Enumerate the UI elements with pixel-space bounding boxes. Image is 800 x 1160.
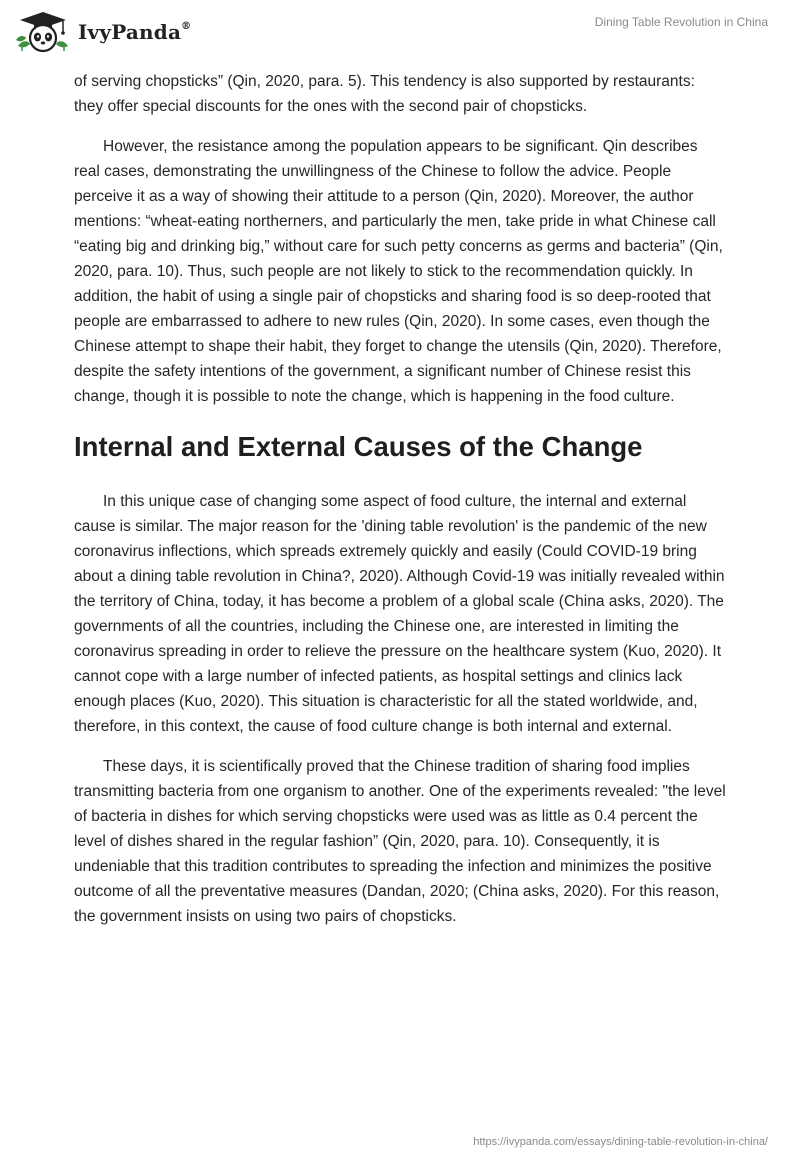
panda-graduate-icon <box>14 10 72 54</box>
paragraph-continued: of serving chopsticks” (Qin, 2020, para. 5). This tendency is also supported by restaurants: they offer special discounts for the ones with the second pair of chopsticks. <box>74 73 695 115</box>
section-heading: Internal and External Causes of the Change <box>74 431 643 462</box>
logo-wordmark <box>78 20 191 44</box>
registered-mark: ® <box>181 21 192 33</box>
paragraph-resistance: However, the resistance among the population appears to be significant. Qin describes real cases, demonstrating the unwillingness of the Chinese to follow the advice. People perceive it as a way of showing their attitude to a person (Qin, 2020). Moreover, the author mentions: “wheat-eating northerners, and particularly the men, take pride in what Chinese call “eating big and drinking big,” without care for such petty concerns as germs and bacteria” (Qin, 2020, para. 10). Thus, such people are not likely to stick to the recommendation quickly. In addition, the habit of using a single pair of chopsticks and sharing food is so deep-rooted that people are embarrassed to adhere to new rules (Qin, 2020). In some cases, even though the Chinese attempt to shape their habit, they forget to change the utensils (Qin, 2020). Therefore, despite the safety intentions of the government, a significant number of Chinese resist this change, though it is possible to note the change, which is happening in the food culture. <box>74 138 723 405</box>
page-header <box>0 0 800 64</box>
paragraph-causes: In this unique case of changing some aspect of food culture, the internal and external cause is similar. The major reason for the 'dining table revolution' is the pandemic of the new coronavirus inflections, which spreads extremely quickly and easily (Could COVID-19 bring about a dining table revolution in China?, 2020). Although Covid-19 was initially revealed within the territory of China, today, it has become a problem of a global scale (China asks, 2020). The governments of all the countries, including the Chinese one, are interested in limiting the coronavirus spreading in order to relieve the pressure on the healthcare system (Kuo, 2020). It cannot cope with a large number of infected patients, as hospital settings and clinics lack enough places (Kuo, 2020). This situation is characteristic for all the stated worldwide, and, therefore, in this context, the cause of food culture change is both internal and external. <box>74 493 725 735</box>
essay-content <box>74 69 726 944</box>
paragraph-bacteria: These days, it is scientifically proved that the Chinese tradition of sharing food implies transmitting bacteria from one organism to another. One of the experiments revealed: "the level of bacteria in dishes for which serving chopsticks were used was as little as 0.4 percent the level of dishes shared in the regular fashion” (Qin, 2020, para. 10). Consequently, it is undeniable that this tradition contributes to spreading the infection and minimizes the positive outcome of all the preventative measures (Dandan, 2020; (China asks, 2020). For this reason, the government insists on using two pairs of chopsticks. <box>74 758 726 925</box>
running-title: Dining Table Revolution in China <box>594 15 768 29</box>
footer-url[interactable]: https://ivypanda.com/essays/dining-table-revolution-in-china/ <box>473 1136 768 1148</box>
logo-text: IvyPanda <box>78 20 182 44</box>
ivypanda-logo[interactable] <box>14 10 191 54</box>
